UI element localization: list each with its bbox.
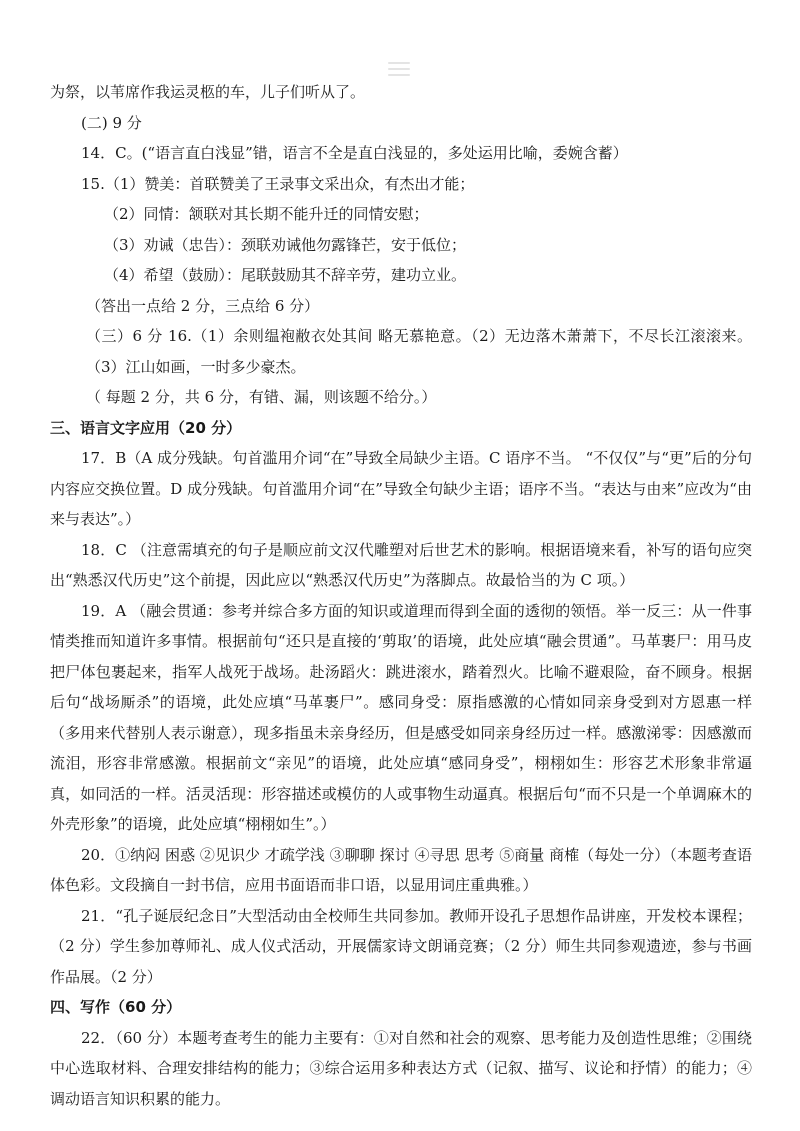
- answer-15-point-4: （4）希望（鼓励）：尾联鼓励其不辞辛劳，建功立业。: [104, 266, 467, 284]
- answer-17: 17．B（A 成分残缺。句首滥用介词“在”导致全局缺少主语。C 语序不当。 “不仅仅”与“更”后的分句内容应交换位置。D 成分残缺。句首滥用介词“在”导致全句缺少主语；语序不当。“表达与由来”应改为“由来与表达”。）: [50, 449, 752, 528]
- answer-18: 18．C （注意需填充的句子是顺应前文汉代雕塑对后世艺术的影响。根据语境来看，补写的语句应突出“熟悉汉代历史”这个前提，因此应以“熟悉汉代历史”为落脚点。故最恰当的为 C 项。）: [50, 540, 752, 589]
- answer-20: 20．①纳闷 困惑 ②见识少 才疏学浅 ③聊聊 探讨 ④寻思 思考 ⑤商量 商榷（每处一分）（本题考查语体色彩。文段摘自一封书信，应用书面语而非口语，以显用词庄重典雅。）: [50, 845, 752, 894]
- answer-15-point-2: （2）同情：颔联对其长期不能升迁的同情安慰；: [104, 205, 429, 223]
- answer-14: 14．C。(“语言直白浅显”错，语言不全是直白浅显的，多处运用比喻，委婉含蓄）: [81, 144, 628, 162]
- answer-16-scoring-note: （ 每题 2 分，共 6 分，有错、漏，则该题不给分。）: [86, 388, 437, 406]
- answer-21: 21．“孔子诞辰纪念日”大型活动由全校师生共同参加。教师开设孔子思想作品讲座，开发校本课程；（2 分）学生参加尊师礼、成人仪式活动，开展儒家诗文朗诵竞赛；（2 分）师生共同参观遗迹，参与书画作品展。（2 分）: [50, 906, 752, 986]
- section-heading-language-use: 三、语言文字应用（20 分）: [50, 418, 242, 437]
- text-line-continuation: 为祭，以苇席作我运灵柩的车，儿子们听从了。: [50, 83, 366, 101]
- answer-15-point-3: （3）劝诫（忠告）：颈联劝诫他勿露锋芒，安于低位；: [104, 235, 467, 254]
- answer-16: （三）6 分 16.（1）余则缊袍敝衣处其间 略无慕艳意。（2）无边落木萧萧下，不尽长江滚滚来。（3）江山如画，一时多少豪杰。: [86, 327, 752, 376]
- section-two-score: (二) 9 分: [81, 113, 142, 132]
- answer-15-scoring-note: （答出一点给 2 分，三点给 6 分）: [86, 296, 320, 315]
- answer-15-point-1: 15.（1）赞美：首联赞美了王录事文采出众，有杰出才能；: [81, 174, 475, 193]
- answer-content: [50, 77, 752, 1114]
- answer-19: 19．A （融会贯通：参考并综合多方面的知识或道理而得到全面的透彻的领悟。举一反三：从一件事情类推而知道许多事情。根据前句“还只是直接的‘剪取’的语境，此处应填“融会贯通”。马革裹尸：用马皮把尸体包裹起来，指军人战死于战场。赴汤蹈火：跳进滚水，踏着烈火。比喻不避艰险，奋不顾身。根据后句“战场厮杀”的语境，此处应填“马革裹尸”。感同身受：原指感激的心情如同亲身受到对方恩惠一样（多用来代替别人表示谢意），现多指虽未亲身经历，但是感受如同亲身经历过一样。感激涕零：因感激而流泪，形容非常感激。根据前文“亲见”的语境，此处应填“感同身受”，栩栩如生：形容艺术形象非常逼真，如同活的一样。活灵活现：形容描述或模仿的人或事物生动逼真。根据后句“而不只是一个单调麻木的外壳形象”的语境，此处应填“栩栩如生”。）: [50, 601, 752, 833]
- answer-22: 22．（60 分）本题考查考生的能力主要有：①对自然和社会的观察、思考能力及创造性思维；②围绕中心选取材料、合理安排结构的能力；③综合运用多种表达方式（记叙、描写、议论和抒情）的能力；④调动语言知识积累的能力。: [50, 1028, 752, 1108]
- section-heading-writing: 四、写作（60 分）: [50, 998, 182, 1016]
